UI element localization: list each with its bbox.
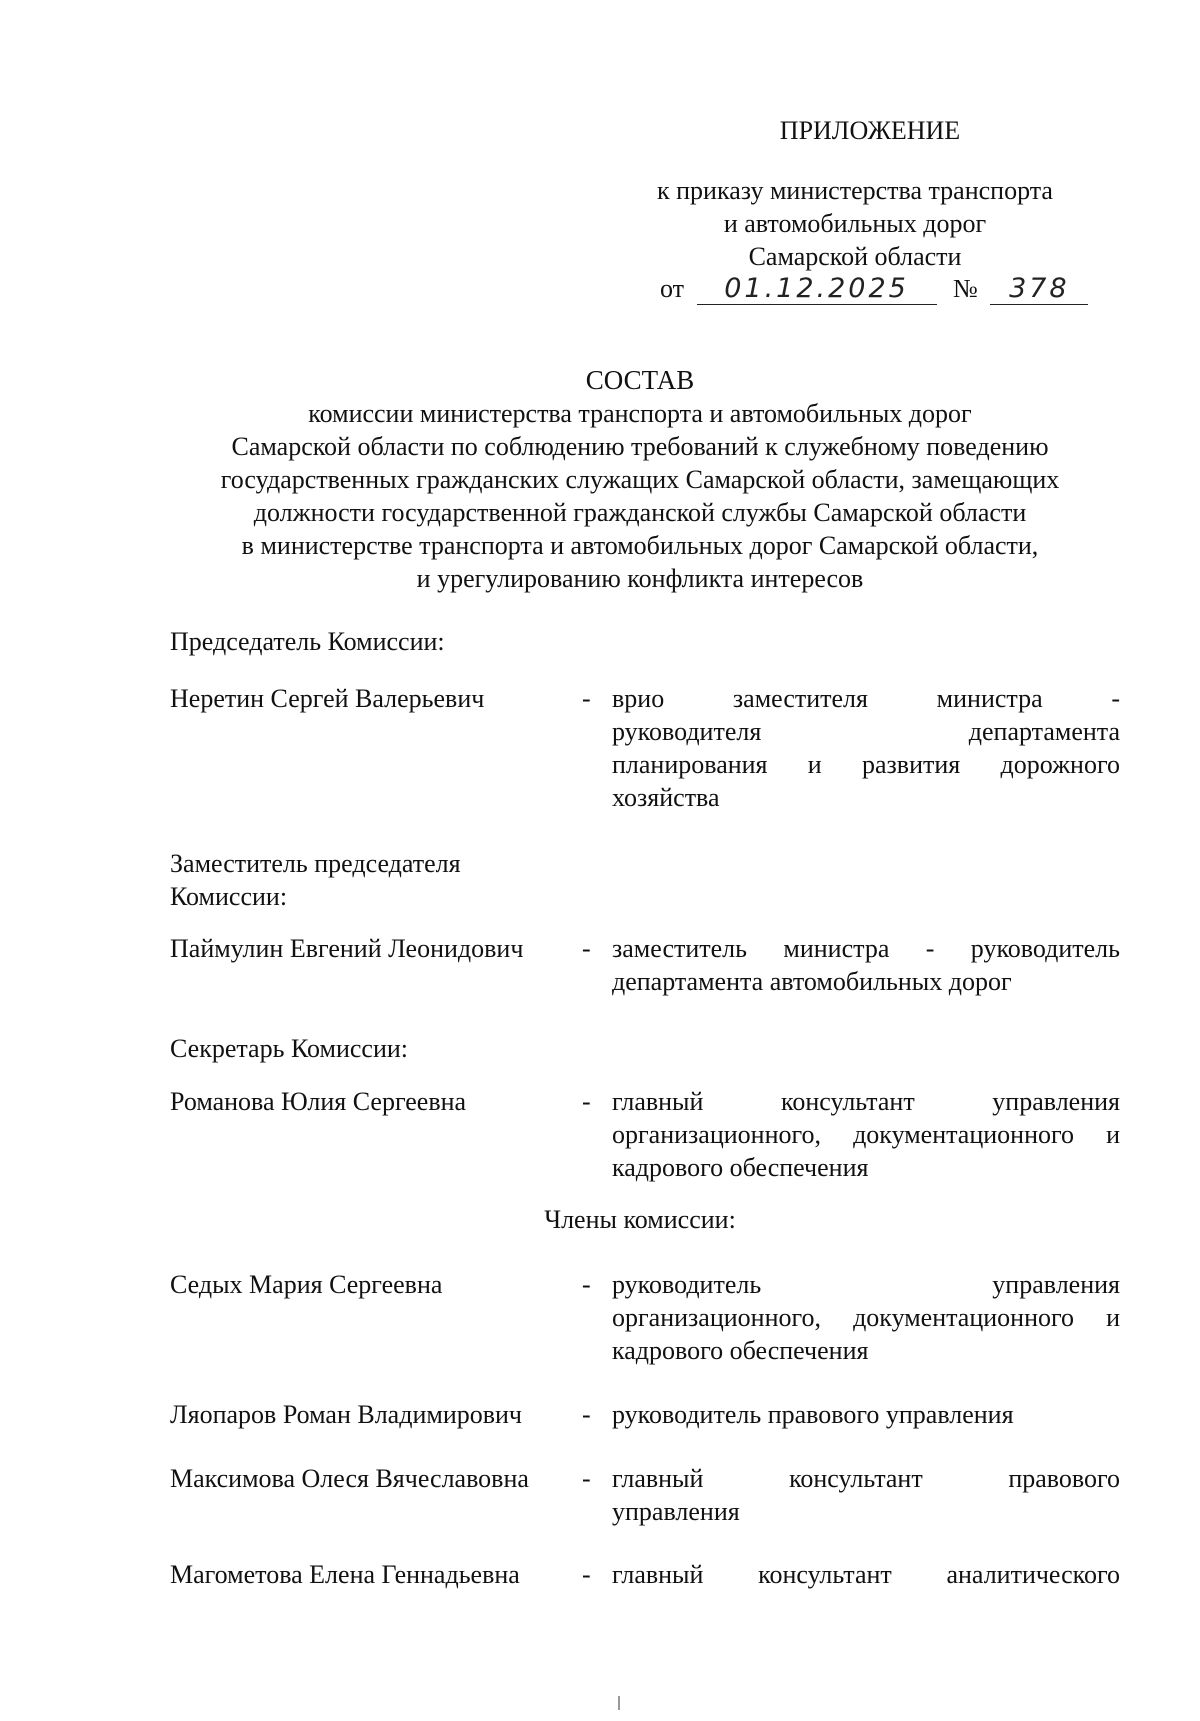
person-name: Паймулин Евгений Леонидович bbox=[170, 934, 524, 963]
label-line: Заместитель председателя bbox=[170, 849, 461, 878]
person-name: Седых Мария Сергеевна bbox=[170, 1270, 443, 1299]
heading-line: Самарской области по соблюдению требований к служебному поведению bbox=[231, 432, 1049, 461]
person-role bbox=[612, 1558, 1120, 1591]
role-line: управления bbox=[612, 1497, 740, 1526]
heading-title: СОСТАВ bbox=[585, 365, 695, 395]
members-label: Члены комиссии: bbox=[544, 1205, 736, 1234]
role-line: планирования и развития дорожного bbox=[612, 750, 1120, 779]
role-line: организационного, документационного и bbox=[612, 1120, 1120, 1149]
person-name: Неретин Сергей Валерьевич bbox=[170, 684, 485, 713]
person-name: Магометова Елена Геннадьевна bbox=[170, 1560, 520, 1589]
person-name: Максимова Олеся Вячеславовна bbox=[170, 1464, 529, 1493]
person-entry-member bbox=[0, 1558, 1200, 1598]
date-prefix: от bbox=[660, 274, 685, 303]
person-role bbox=[612, 1085, 1120, 1184]
role-line: департамента автомобильных дорог bbox=[612, 967, 1012, 996]
dash-separator: - bbox=[582, 934, 591, 963]
dash-separator: - bbox=[582, 684, 591, 713]
role-line: кадрового обеспечения bbox=[612, 1336, 869, 1365]
dash-separator: - bbox=[582, 1087, 591, 1116]
dash-separator: - bbox=[582, 1400, 591, 1429]
role-line: хозяйства bbox=[612, 783, 720, 812]
heading-line: в министерстве транспорта и автомобильных дорог Самарской области, bbox=[241, 531, 1039, 560]
page-mark bbox=[618, 1696, 620, 1710]
order-date-handwritten: 01.12.2025 bbox=[697, 274, 937, 305]
person-role bbox=[612, 1268, 1120, 1367]
heading-line: государственных гражданских служащих Самарской области, замещающих bbox=[220, 465, 1060, 494]
order-number-handwritten: 378 bbox=[990, 274, 1088, 305]
dash-separator: - bbox=[582, 1560, 591, 1589]
role-line: главный консультант правового bbox=[612, 1464, 1120, 1493]
chair-label: Председатель Комиссии: bbox=[170, 627, 445, 656]
appendix-ref-line: Самарской области bbox=[748, 242, 962, 271]
role-line: руководитель управления bbox=[612, 1270, 1120, 1299]
dash-separator: - bbox=[582, 1270, 591, 1299]
number-prefix: № bbox=[953, 274, 978, 303]
appendix-ref-line: к приказу министерства транспорта bbox=[657, 176, 1053, 205]
role-line: кадрового обеспечения bbox=[612, 1153, 869, 1182]
role-line: организационного, документационного и bbox=[612, 1303, 1120, 1332]
heading-line: комиссии министерства транспорта и автомобильных дорог bbox=[308, 399, 972, 428]
person-entry-chair bbox=[0, 682, 1200, 822]
heading-line: и урегулированию конфликта интересов bbox=[416, 564, 864, 593]
dash-separator: - bbox=[582, 1464, 591, 1493]
person-entry-member bbox=[0, 1462, 1200, 1532]
person-entry-deputy bbox=[0, 932, 1200, 1002]
label-line: Комиссии: bbox=[170, 882, 288, 911]
order-date-number bbox=[660, 272, 1090, 312]
heading-line: должности государственной гражданской службы Самарской области bbox=[253, 498, 1027, 527]
person-role bbox=[612, 932, 1120, 998]
role-line: заместитель министра - руководитель bbox=[612, 934, 1120, 963]
person-entry-member bbox=[0, 1268, 1200, 1373]
person-role bbox=[612, 682, 1120, 814]
role-line: руководителя департамента bbox=[612, 717, 1120, 746]
person-entry-member bbox=[0, 1398, 1200, 1438]
person-role bbox=[612, 1398, 1120, 1431]
person-name: Ляопаров Роман Владимирович bbox=[170, 1400, 523, 1429]
person-role bbox=[612, 1462, 1120, 1528]
role-line: руководитель правового управления bbox=[612, 1400, 1014, 1429]
role-line: главный консультант аналитического bbox=[612, 1560, 1120, 1589]
appendix-title: ПРИЛОЖЕНИЕ bbox=[779, 116, 961, 145]
role-line: главный консультант управления bbox=[612, 1087, 1120, 1116]
deputy-chair-label bbox=[170, 847, 461, 913]
document-heading bbox=[160, 364, 1120, 595]
appendix-reference bbox=[620, 174, 1090, 273]
person-name: Романова Юлия Сергеевна bbox=[170, 1087, 467, 1116]
role-line: врио заместителя министра - bbox=[612, 684, 1120, 713]
appendix-ref-line: и автомобильных дорог bbox=[723, 209, 987, 238]
person-entry-secretary bbox=[0, 1085, 1200, 1190]
secretary-label: Секретарь Комиссии: bbox=[170, 1034, 408, 1063]
